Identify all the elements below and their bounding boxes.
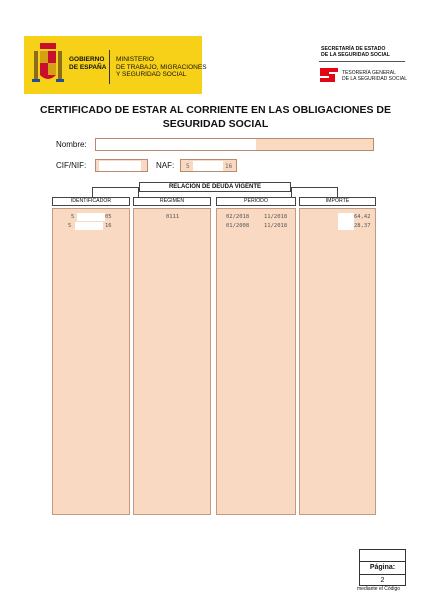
header-importe: IMPORTE: [299, 197, 376, 206]
row1-importe: 64,42: [354, 214, 371, 220]
tesoreria-line-2: DE LA SEGURIDAD SOCIAL: [342, 76, 408, 82]
column-periodo: [216, 208, 296, 515]
secretaria-divider: [319, 61, 405, 62]
column-regimen: [133, 208, 211, 515]
naf-label: NAF:: [156, 161, 175, 170]
title-line-1: CERTIFICADO DE ESTAR AL CORRIENTE EN LAS OBLIGACIONES DE: [40, 104, 391, 116]
redaction-mask: [75, 222, 103, 230]
gobierno-text: [69, 56, 106, 71]
tgss-logo-icon: [320, 68, 338, 82]
page-number-box: [359, 549, 406, 586]
column-identificador: [52, 208, 130, 515]
tesoreria-text: [342, 70, 407, 82]
header-periodo: PERIODO: [216, 197, 296, 206]
row2-id-end: 16: [105, 223, 112, 229]
row1-id-end: 05: [105, 214, 112, 220]
footer-note: mediante el Código: [357, 586, 401, 592]
secretaria-text: [321, 46, 390, 58]
redaction-mask: [96, 139, 256, 150]
redaction-mask: [99, 161, 141, 171]
bracket-right: [291, 187, 338, 197]
redaction-mask: [193, 161, 223, 171]
row2-id-start: 5: [68, 223, 72, 229]
row2-importe: 28,37: [354, 223, 371, 229]
ministry-line-2: DE TRABAJO, MIGRACIONES: [116, 63, 207, 71]
certificate-title: [40, 103, 391, 131]
naf-end: 16: [225, 163, 233, 170]
row1-periodo-hasta: 11/2018: [264, 214, 288, 220]
redaction-mask: [338, 213, 354, 230]
gov-line-2: DE ESPAÑA: [69, 63, 107, 71]
row2-periodo-desde: 01/2008: [226, 223, 250, 229]
naf-field: [180, 159, 237, 172]
nombre-label: Nombre:: [56, 140, 87, 149]
row1-periodo-desde: 02/2018: [226, 214, 250, 220]
page-box-top: [360, 550, 405, 562]
row2-periodo-hasta: 11/2018: [264, 223, 288, 229]
relacion-deuda-title: RELACIÓN DE DEUDA VIGENTE: [139, 182, 291, 192]
column-importe: [299, 208, 376, 515]
header-regimen: RÉGIMEN: [133, 197, 211, 206]
page-label: Página:: [360, 562, 405, 575]
nombre-field: [95, 138, 374, 151]
coat-of-arms-icon: [31, 41, 65, 87]
secretaria-line-2: DE LA SEGURIDAD SOCIAL: [321, 52, 390, 59]
ministry-line-3: Y SEGURIDAD SOCIAL: [116, 71, 187, 78]
header-divider: [109, 50, 110, 84]
ministry-line-1: MINISTERIO: [116, 56, 154, 63]
secretaria-line-1: SECRETARÍA DE ESTADO: [321, 46, 386, 52]
gov-line-1: GOBIERNO: [69, 56, 105, 63]
redaction-mask: [77, 213, 105, 221]
cif-label: CIF/NIF:: [56, 161, 87, 170]
page-number: 2: [380, 577, 385, 584]
tesoreria-line-1: TESORERÍA GENERAL: [342, 70, 396, 76]
title-line-2: SEGURIDAD SOCIAL: [162, 118, 269, 130]
cif-field: [95, 159, 148, 172]
naf-start: 5: [186, 163, 190, 170]
row1-id-start: 5: [71, 214, 75, 220]
header-identificador: IDENTIFICADOR: [52, 197, 130, 206]
bracket-left: [92, 187, 139, 197]
row1-regimen: 0111: [166, 214, 180, 220]
ministry-text: [116, 56, 207, 79]
